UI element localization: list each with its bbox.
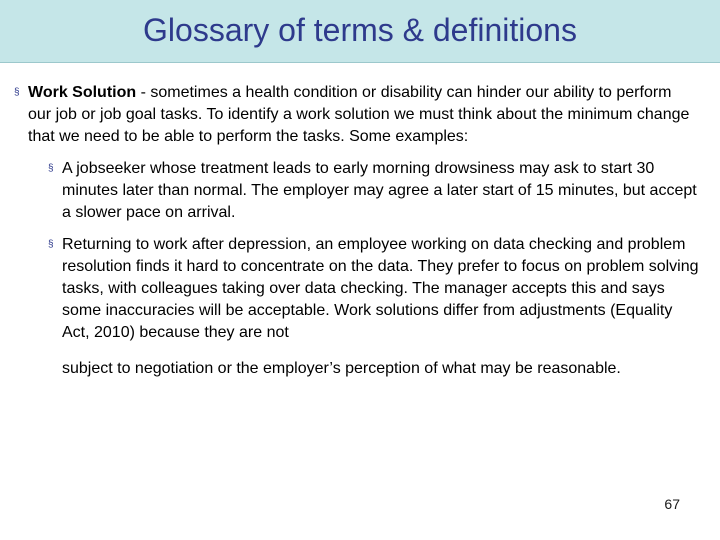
- page-number: 67: [664, 496, 680, 512]
- glossary-term: Work Solution: [28, 84, 137, 101]
- example-text: Returning to work after depression, an employee working on data checking and problem resolution finds it hard to concentrate on the data. They prefer to focus on problem solving tasks, with colleagues taking over data checking. The manager accepts this and says some inaccuracies will be acceptable. Work solutions differ from adjustments (Equality Act, 2010) because they are not: [62, 236, 699, 341]
- sub-bullet-example-2: [48, 234, 702, 380]
- bullet-marker-icon: §: [14, 87, 20, 98]
- bullet-marker-icon: §: [48, 239, 54, 250]
- example-text: A jobseeker whose treatment leads to early morning drowsiness may ask to start 30 minutes later than normal. The employer may agree a later start of 15 minutes, but accept a slower pace on arrival.: [62, 160, 697, 221]
- bullet-work-solution: [14, 82, 698, 148]
- sub-bullet-example-1: [48, 158, 702, 224]
- slide-title: Glossary of terms & definitions: [143, 12, 577, 48]
- example-text-continuation: subject to negotiation or the employer’s perception of what may be reasonable.: [62, 360, 621, 377]
- bullet-marker-icon: §: [48, 163, 54, 174]
- glossary-definition: - sometimes a health condition or disability can hinder our ability to perform our job or job goal tasks. To identify a work solution we must think about the minimum change that we need to be able to perform the tasks. Some examples:: [28, 84, 690, 145]
